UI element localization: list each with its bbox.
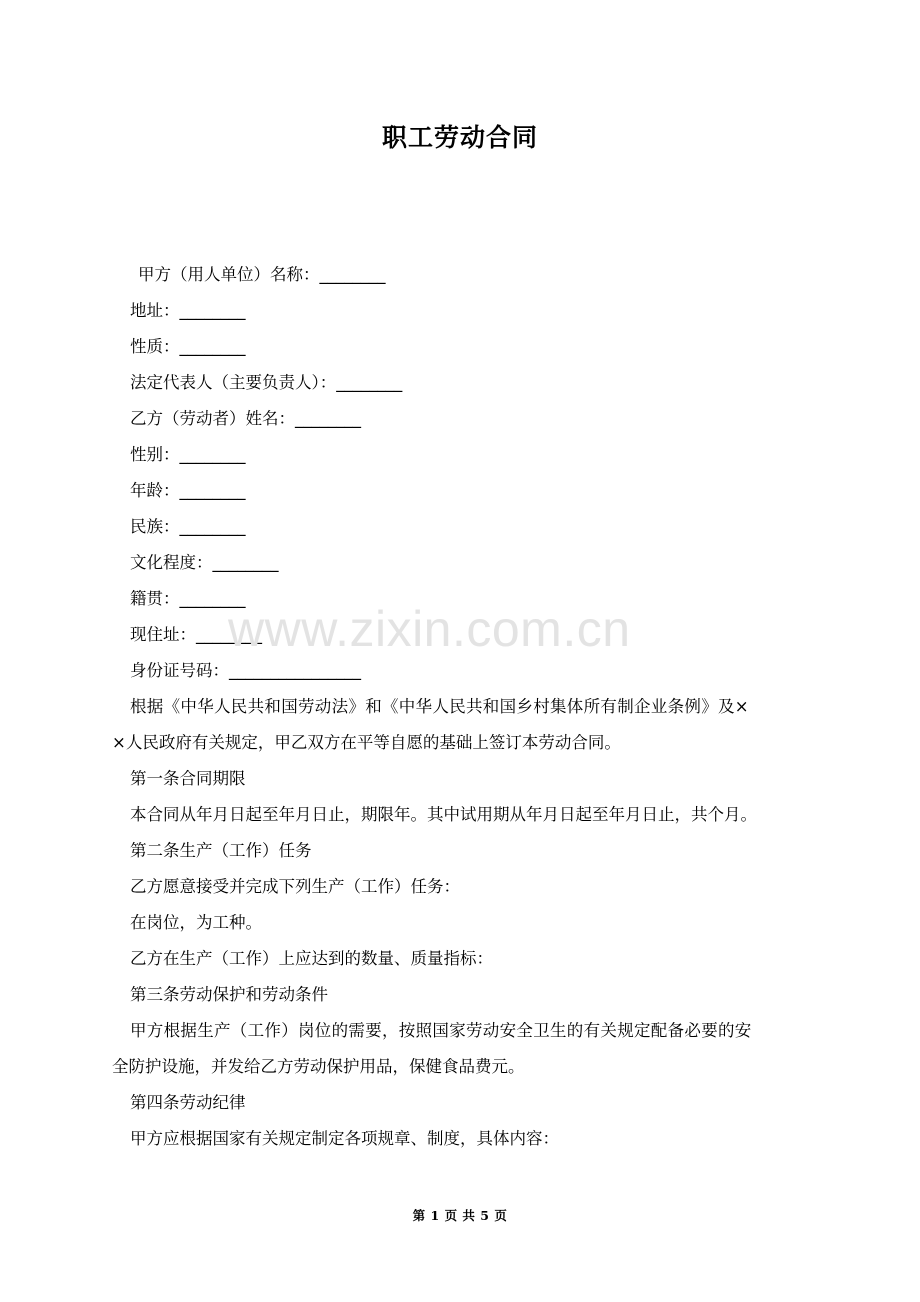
article-4-text: 甲方应根据国家有关规定制定各项规章、制度，具体内容：	[130, 1129, 559, 1148]
party-b-education-line: 文化程度：________	[130, 553, 279, 572]
party-a-address-line: 地址：________	[130, 301, 246, 320]
article-3-text-line-1: 甲方根据生产（工作）岗位的需要，按照国家劳动安全卫生的有关规定配备必要的安	[130, 1021, 752, 1040]
article-2-text-1: 乙方愿意接受并完成下列生产（工作）任务：	[130, 877, 460, 896]
preamble-paragraph-line-1: 根据《中华人民共和国劳动法》和《中华人民共和国乡村集体所有制企业条例》及×	[130, 697, 749, 716]
article-2-text-3: 乙方在生产（工作）上应达到的数量、质量指标：	[130, 949, 493, 968]
article-3-heading: 第三条劳动保护和劳动条件	[130, 985, 328, 1004]
party-b-address-line: 现住址：________	[130, 625, 262, 644]
party-b-id-number-line: 身份证号码：________________	[130, 661, 361, 680]
article-2-text-2: 在岗位，为工种。	[130, 913, 262, 932]
party-b-name-line: 乙方（劳动者）姓名：________	[130, 409, 361, 428]
document-title: 职工劳动合同	[381, 123, 538, 152]
article-4-heading: 第四条劳动纪律	[130, 1093, 246, 1112]
legal-representative-line: 法定代表人（主要负责人）：________	[130, 373, 403, 392]
article-2-heading: 第二条生产（工作）任务	[130, 841, 312, 860]
party-b-age-line: 年龄：________	[130, 481, 246, 500]
party-b-gender-line: 性别：________	[130, 445, 246, 464]
party-a-nature-line: 性质：________	[130, 337, 246, 356]
article-1-text: 本合同从年月日起至年月日止，期限年。其中试用期从年月日起至年月日止，共个月。	[130, 805, 757, 824]
party-b-native-place-line: 籍贯：________	[130, 589, 246, 608]
document-body	[112, 257, 812, 1157]
article-1-heading: 第一条合同期限	[130, 769, 246, 788]
page-footer: 第 1 页 共 5 页	[412, 1208, 508, 1223]
article-3-text-line-2: 全防护设施，并发给乙方劳动保护用品，保健食品费元。	[112, 1057, 525, 1076]
party-a-name-line: 甲方（用人单位）名称：________	[138, 265, 386, 284]
watermark: www.zixin.com.cn	[228, 601, 631, 657]
preamble-paragraph-line-2: ×人民政府有关规定，甲乙双方在平等自愿的基础上签订本劳动合同。	[112, 733, 621, 752]
party-b-ethnicity-line: 民族：________	[130, 517, 246, 536]
